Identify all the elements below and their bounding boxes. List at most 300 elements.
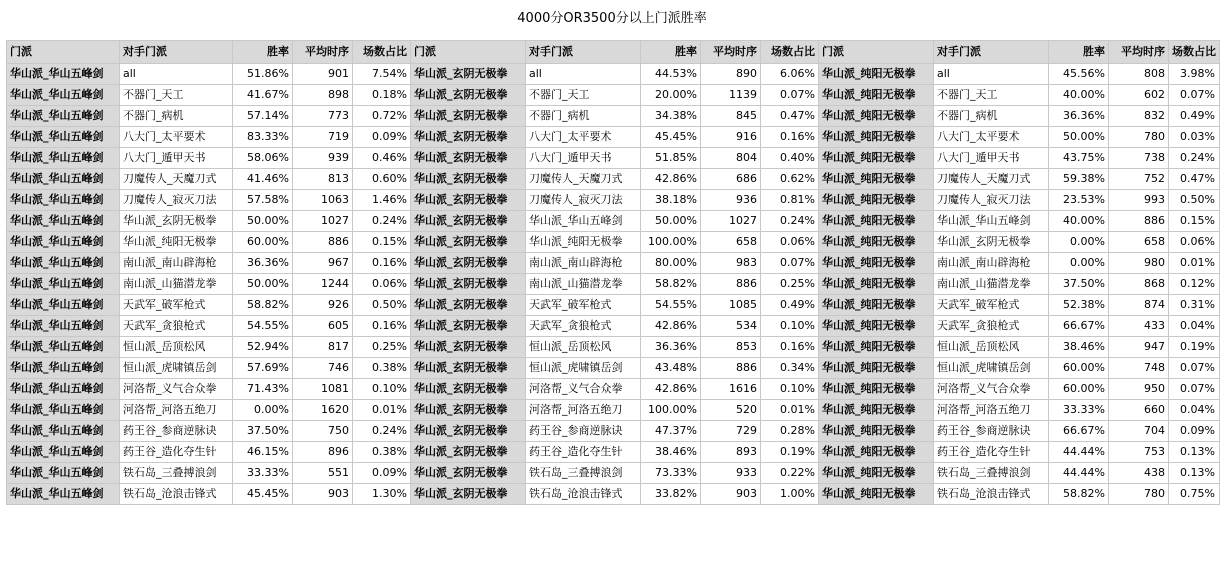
avg-timing-cell: 750 [293,421,353,442]
opponent-cell: 不器门_天工 [120,85,233,106]
opponent-cell: 刀魔传人_寂灭刀法 [934,190,1049,211]
faction-cell: 华山派_纯阳无极拳 [819,211,934,232]
winrate-cell: 0.00% [233,400,293,421]
avg-timing-cell: 773 [293,106,353,127]
match-share-cell: 0.24% [761,211,819,232]
avg-timing-cell: 886 [701,358,761,379]
opponent-cell: 天武军_贪狼枪式 [934,316,1049,337]
opponent-cell: 华山派_纯阳无极拳 [526,232,641,253]
table-row [7,85,1220,106]
faction-cell: 华山派_华山五峰剑 [7,232,120,253]
match-share-cell: 0.25% [353,337,411,358]
faction-cell: 华山派_纯阳无极拳 [819,484,934,505]
avg-timing-cell: 738 [1109,148,1169,169]
faction-cell: 华山派_纯阳无极拳 [819,64,934,85]
opponent-cell: 南山派_山猫潜龙拳 [934,274,1049,295]
winrate-cell: 57.14% [233,106,293,127]
faction-cell: 华山派_华山五峰剑 [7,106,120,127]
winrate-cell: 51.86% [233,64,293,85]
avg-timing-cell: 551 [293,463,353,484]
faction-cell: 华山派_玄阴无极拳 [411,421,526,442]
winrate-cell: 52.94% [233,337,293,358]
faction-cell: 华山派_华山五峰剑 [7,211,120,232]
opponent-cell: 不器门_天工 [526,85,641,106]
avg-timing-cell: 896 [293,442,353,463]
avg-timing-cell: 903 [701,484,761,505]
opponent-cell: 南山派_山猫潜龙拳 [526,274,641,295]
opponent-cell: 铁石岛_沧浪击锋式 [526,484,641,505]
avg-timing-cell: 602 [1109,85,1169,106]
faction-cell: 华山派_纯阳无极拳 [819,421,934,442]
winrate-cell: 38.46% [641,442,701,463]
avg-timing-cell: 780 [1109,484,1169,505]
winrate-cell: 43.75% [1049,148,1109,169]
match-share-cell: 0.07% [1169,358,1220,379]
opponent-cell: 天武军_贪狼枪式 [120,316,233,337]
match-share-cell: 0.18% [353,85,411,106]
winrate-cell: 33.82% [641,484,701,505]
faction-cell: 华山派_华山五峰剑 [7,64,120,85]
faction-cell: 华山派_纯阳无极拳 [819,463,934,484]
winrate-cell: 57.58% [233,190,293,211]
winrate-cell: 40.00% [1049,85,1109,106]
winrate-table [6,40,1220,505]
winrate-cell: 37.50% [1049,274,1109,295]
winrate-cell: 66.67% [1049,421,1109,442]
winrate-cell: 60.00% [1049,379,1109,400]
match-share-cell: 0.31% [1169,295,1220,316]
opponent-header: 对手门派 [120,41,233,64]
match-share-cell: 0.06% [1169,232,1220,253]
match-share-cell: 0.19% [1169,337,1220,358]
avg-timing-header: 平均时序 [701,41,761,64]
faction-cell: 华山派_纯阳无极拳 [819,148,934,169]
match-share-cell: 0.24% [353,211,411,232]
avg-timing-header: 平均时序 [1109,41,1169,64]
page-title: 4000分OR3500分以上门派胜率 [517,11,707,26]
faction-cell: 华山派_华山五峰剑 [7,421,120,442]
opponent-cell: 不器门_天工 [934,85,1049,106]
faction-cell: 华山派_华山五峰剑 [7,358,120,379]
winrate-cell: 83.33% [233,127,293,148]
avg-timing-cell: 1081 [293,379,353,400]
table-row [7,106,1220,127]
opponent-cell: 河洛帮_河洛五绝刀 [120,400,233,421]
match-share-cell: 0.01% [1169,253,1220,274]
avg-timing-cell: 886 [701,274,761,295]
match-share-cell: 0.60% [353,169,411,190]
match-share-cell: 0.24% [1169,148,1220,169]
table-row [7,190,1220,211]
winrate-cell: 46.15% [233,442,293,463]
opponent-cell: 天武军_破军枪式 [120,295,233,316]
match-share-cell: 0.34% [761,358,819,379]
opponent-cell: 河洛帮_义气合众拳 [526,379,641,400]
winrate-cell: 38.18% [641,190,701,211]
table-row [7,211,1220,232]
match-share-cell: 0.12% [1169,274,1220,295]
winrate-cell: 50.00% [233,211,293,232]
match-share-cell: 1.00% [761,484,819,505]
opponent-cell: 华山派_玄阴无极拳 [120,211,233,232]
avg-timing-cell: 890 [701,64,761,85]
faction-cell: 华山派_玄阴无极拳 [411,106,526,127]
avg-timing-cell: 780 [1109,127,1169,148]
match-share-cell: 0.13% [1169,442,1220,463]
match-share-cell: 0.25% [761,274,819,295]
faction-cell: 华山派_玄阴无极拳 [411,253,526,274]
faction-cell: 华山派_玄阴无极拳 [411,484,526,505]
avg-timing-cell: 845 [701,106,761,127]
winrate-header: 胜率 [641,41,701,64]
avg-timing-cell: 1027 [701,211,761,232]
opponent-cell: 刀魔传人_寂灭刀法 [120,190,233,211]
table-row [7,274,1220,295]
opponent-cell: 南山派_山猫潜龙拳 [120,274,233,295]
opponent-cell: 药王谷_参商逆脉诀 [526,421,641,442]
opponent-cell: 恒山派_岳顶松风 [934,337,1049,358]
faction-cell: 华山派_纯阳无极拳 [819,106,934,127]
opponent-cell: 恒山派_虎啸镇岳剑 [120,358,233,379]
match-share-cell: 0.81% [761,190,819,211]
table-row [7,421,1220,442]
avg-timing-cell: 438 [1109,463,1169,484]
match-share-header: 场数占比 [761,41,819,64]
avg-timing-cell: 658 [701,232,761,253]
match-share-cell: 0.07% [1169,85,1220,106]
winrate-cell: 41.46% [233,169,293,190]
avg-timing-cell: 704 [1109,421,1169,442]
opponent-cell: 药王谷_造化夺生针 [526,442,641,463]
faction-cell: 华山派_玄阴无极拳 [411,463,526,484]
faction-cell: 华山派_纯阳无极拳 [819,358,934,379]
opponent-cell: 华山派_玄阴无极拳 [934,232,1049,253]
match-share-cell: 0.06% [761,232,819,253]
winrate-cell: 57.69% [233,358,293,379]
faction-cell: 华山派_华山五峰剑 [7,148,120,169]
winrate-cell: 80.00% [641,253,701,274]
match-share-cell: 0.06% [353,274,411,295]
avg-timing-cell: 868 [1109,274,1169,295]
table-row [7,253,1220,274]
table-row [7,442,1220,463]
winrate-cell: 34.38% [641,106,701,127]
winrate-cell: 0.00% [1049,232,1109,253]
opponent-cell: 恒山派_虎啸镇岳剑 [934,358,1049,379]
match-share-cell: 1.46% [353,190,411,211]
avg-timing-cell: 967 [293,253,353,274]
opponent-cell: 八大门_太平要术 [120,127,233,148]
match-share-cell: 0.03% [1169,127,1220,148]
opponent-cell: 刀魔传人_天魔刀式 [934,169,1049,190]
match-share-cell: 0.16% [353,253,411,274]
avg-timing-cell: 1616 [701,379,761,400]
match-share-cell: 0.09% [1169,421,1220,442]
faction-cell: 华山派_玄阴无极拳 [411,190,526,211]
match-share-cell: 0.10% [761,316,819,337]
winrate-cell: 45.45% [233,484,293,505]
match-share-cell: 0.49% [1169,106,1220,127]
faction-header: 门派 [819,41,934,64]
opponent-cell: 南山派_南山辟海枪 [120,253,233,274]
faction-cell: 华山派_玄阴无极拳 [411,232,526,253]
avg-timing-cell: 1063 [293,190,353,211]
winrate-cell: 42.86% [641,316,701,337]
avg-timing-cell: 729 [701,421,761,442]
faction-cell: 华山派_华山五峰剑 [7,337,120,358]
winrate-cell: 50.00% [233,274,293,295]
match-share-header: 场数占比 [353,41,411,64]
match-share-cell: 0.10% [761,379,819,400]
opponent-cell: 不器门_病机 [120,106,233,127]
winrate-cell: 38.46% [1049,337,1109,358]
winrate-cell: 33.33% [233,463,293,484]
avg-timing-cell: 605 [293,316,353,337]
avg-timing-cell: 886 [1109,211,1169,232]
opponent-cell: 河洛帮_义气合众拳 [934,379,1049,400]
winrate-cell: 37.50% [233,421,293,442]
faction-cell: 华山派_华山五峰剑 [7,169,120,190]
table-row [7,232,1220,253]
opponent-cell: 天武军_贪狼枪式 [526,316,641,337]
avg-timing-cell: 686 [701,169,761,190]
match-share-cell: 0.50% [353,295,411,316]
opponent-cell: 河洛帮_义气合众拳 [120,379,233,400]
winrate-cell: 100.00% [641,400,701,421]
match-share-cell: 0.75% [1169,484,1220,505]
faction-cell: 华山派_玄阴无极拳 [411,442,526,463]
table-body [7,64,1220,505]
table-row [7,64,1220,85]
winrate-cell: 20.00% [641,85,701,106]
avg-timing-cell: 947 [1109,337,1169,358]
winrate-cell: 40.00% [1049,211,1109,232]
opponent-cell: 铁石岛_三叠搏浪剑 [526,463,641,484]
winrate-cell: 0.00% [1049,253,1109,274]
avg-timing-cell: 520 [701,400,761,421]
match-share-cell: 0.22% [761,463,819,484]
opponent-cell: all [120,64,233,85]
match-share-cell: 0.40% [761,148,819,169]
avg-timing-cell: 658 [1109,232,1169,253]
opponent-cell: 恒山派_虎啸镇岳剑 [526,358,641,379]
table-row [7,295,1220,316]
faction-cell: 华山派_华山五峰剑 [7,190,120,211]
opponent-cell: 八大门_太平要术 [526,127,641,148]
opponent-cell: 药王谷_参商逆脉诀 [934,421,1049,442]
winrate-cell: 50.00% [1049,127,1109,148]
winrate-cell: 58.82% [641,274,701,295]
winrate-cell: 60.00% [1049,358,1109,379]
faction-cell: 华山派_玄阴无极拳 [411,148,526,169]
faction-cell: 华山派_玄阴无极拳 [411,316,526,337]
match-share-cell: 0.07% [1169,379,1220,400]
match-share-cell: 0.38% [353,358,411,379]
winrate-cell: 42.86% [641,379,701,400]
table-row [7,400,1220,421]
match-share-cell: 0.47% [1169,169,1220,190]
faction-cell: 华山派_玄阴无极拳 [411,211,526,232]
match-share-cell: 0.07% [761,85,819,106]
opponent-cell: 铁石岛_三叠搏浪剑 [120,463,233,484]
faction-cell: 华山派_纯阳无极拳 [819,169,934,190]
faction-cell: 华山派_玄阴无极拳 [411,295,526,316]
faction-cell: 华山派_玄阴无极拳 [411,358,526,379]
table-row [7,148,1220,169]
match-share-cell: 0.19% [761,442,819,463]
opponent-cell: 华山派_华山五峰剑 [934,211,1049,232]
faction-cell: 华山派_玄阴无极拳 [411,400,526,421]
match-share-cell: 0.38% [353,442,411,463]
winrate-cell: 44.44% [1049,463,1109,484]
faction-cell: 华山派_华山五峰剑 [7,463,120,484]
faction-cell: 华山派_纯阳无极拳 [819,127,934,148]
opponent-cell: 铁石岛_沧浪击锋式 [120,484,233,505]
opponent-cell: 八大门_遁甲天书 [934,148,1049,169]
avg-timing-cell: 926 [293,295,353,316]
opponent-cell: 刀魔传人_天魔刀式 [526,169,641,190]
match-share-cell: 3.98% [1169,64,1220,85]
opponent-cell: 药王谷_参商逆脉诀 [120,421,233,442]
table-row [7,316,1220,337]
winrate-cell: 52.38% [1049,295,1109,316]
match-share-cell: 0.72% [353,106,411,127]
faction-cell: 华山派_华山五峰剑 [7,379,120,400]
opponent-cell: 南山派_南山辟海枪 [526,253,641,274]
avg-timing-cell: 933 [701,463,761,484]
faction-cell: 华山派_纯阳无极拳 [819,400,934,421]
faction-cell: 华山派_玄阴无极拳 [411,64,526,85]
winrate-cell: 54.55% [641,295,701,316]
faction-cell: 华山派_华山五峰剑 [7,400,120,421]
opponent-cell: 药王谷_造化夺生针 [934,442,1049,463]
match-share-cell: 0.09% [353,463,411,484]
match-share-cell: 0.04% [1169,316,1220,337]
opponent-cell: 河洛帮_河洛五绝刀 [934,400,1049,421]
opponent-cell: 河洛帮_河洛五绝刀 [526,400,641,421]
faction-cell: 华山派_华山五峰剑 [7,127,120,148]
winrate-cell: 58.06% [233,148,293,169]
match-share-cell: 0.01% [353,400,411,421]
avg-timing-cell: 433 [1109,316,1169,337]
winrate-cell: 44.44% [1049,442,1109,463]
faction-cell: 华山派_玄阴无极拳 [411,274,526,295]
winrate-cell: 51.85% [641,148,701,169]
match-share-cell: 0.13% [1169,463,1220,484]
faction-cell: 华山派_玄阴无极拳 [411,379,526,400]
avg-timing-cell: 874 [1109,295,1169,316]
opponent-cell: 恒山派_岳顶松风 [526,337,641,358]
match-share-cell: 0.16% [761,337,819,358]
opponent-cell: 华山派_纯阳无极拳 [120,232,233,253]
opponent-cell: 恒山派_岳顶松风 [120,337,233,358]
match-share-cell: 0.01% [761,400,819,421]
avg-timing-cell: 752 [1109,169,1169,190]
faction-cell: 华山派_玄阴无极拳 [411,337,526,358]
winrate-cell: 45.56% [1049,64,1109,85]
winrate-cell: 42.86% [641,169,701,190]
opponent-cell: 刀魔传人_天魔刀式 [120,169,233,190]
avg-timing-cell: 753 [1109,442,1169,463]
faction-cell: 华山派_华山五峰剑 [7,253,120,274]
avg-timing-cell: 916 [701,127,761,148]
winrate-cell: 71.43% [233,379,293,400]
avg-timing-cell: 886 [293,232,353,253]
opponent-cell: 药王谷_造化夺生针 [120,442,233,463]
winrate-cell: 47.37% [641,421,701,442]
faction-cell: 华山派_玄阴无极拳 [411,85,526,106]
opponent-cell: 天武军_破军枪式 [934,295,1049,316]
winrate-cell: 41.67% [233,85,293,106]
avg-timing-cell: 746 [293,358,353,379]
faction-cell: 华山派_玄阴无极拳 [411,127,526,148]
opponent-cell: 刀魔传人_寂灭刀法 [526,190,641,211]
faction-header: 门派 [7,41,120,64]
avg-timing-cell: 1027 [293,211,353,232]
table-row [7,463,1220,484]
match-share-cell: 1.30% [353,484,411,505]
match-share-header: 场数占比 [1169,41,1220,64]
match-share-cell: 0.62% [761,169,819,190]
avg-timing-cell: 893 [701,442,761,463]
winrate-header: 胜率 [233,41,293,64]
table-row [7,127,1220,148]
match-share-cell: 0.15% [1169,211,1220,232]
winrate-header: 胜率 [1049,41,1109,64]
avg-timing-cell: 939 [293,148,353,169]
match-share-cell: 0.50% [1169,190,1220,211]
winrate-cell: 36.36% [233,253,293,274]
faction-header: 门派 [411,41,526,64]
faction-cell: 华山派_华山五峰剑 [7,316,120,337]
opponent-cell: 八大门_遁甲天书 [120,148,233,169]
winrate-cell: 36.36% [1049,106,1109,127]
avg-timing-cell: 1139 [701,85,761,106]
match-share-cell: 6.06% [761,64,819,85]
faction-cell: 华山派_纯阳无极拳 [819,85,934,106]
avg-timing-cell: 804 [701,148,761,169]
faction-cell: 华山派_纯阳无极拳 [819,337,934,358]
opponent-cell: 不器门_病机 [934,106,1049,127]
opponent-cell: 八大门_太平要术 [934,127,1049,148]
winrate-cell: 66.67% [1049,316,1109,337]
avg-timing-cell: 950 [1109,379,1169,400]
avg-timing-cell: 534 [701,316,761,337]
avg-timing-cell: 980 [1109,253,1169,274]
match-share-cell: 0.16% [761,127,819,148]
match-share-cell: 0.24% [353,421,411,442]
opponent-cell: 铁石岛_沧浪击锋式 [934,484,1049,505]
avg-timing-cell: 832 [1109,106,1169,127]
avg-timing-cell: 898 [293,85,353,106]
winrate-cell: 45.45% [641,127,701,148]
avg-timing-cell: 1620 [293,400,353,421]
winrate-cell: 58.82% [1049,484,1109,505]
winrate-cell: 43.48% [641,358,701,379]
match-share-cell: 0.07% [761,253,819,274]
opponent-header: 对手门派 [934,41,1049,64]
faction-cell: 华山派_纯阳无极拳 [819,190,934,211]
avg-timing-cell: 903 [293,484,353,505]
faction-cell: 华山派_华山五峰剑 [7,274,120,295]
avg-timing-cell: 719 [293,127,353,148]
opponent-cell: 天武军_破军枪式 [526,295,641,316]
match-share-cell: 0.09% [353,127,411,148]
winrate-cell: 73.33% [641,463,701,484]
table-row [7,379,1220,400]
match-share-cell: 0.10% [353,379,411,400]
winrate-cell: 23.53% [1049,190,1109,211]
